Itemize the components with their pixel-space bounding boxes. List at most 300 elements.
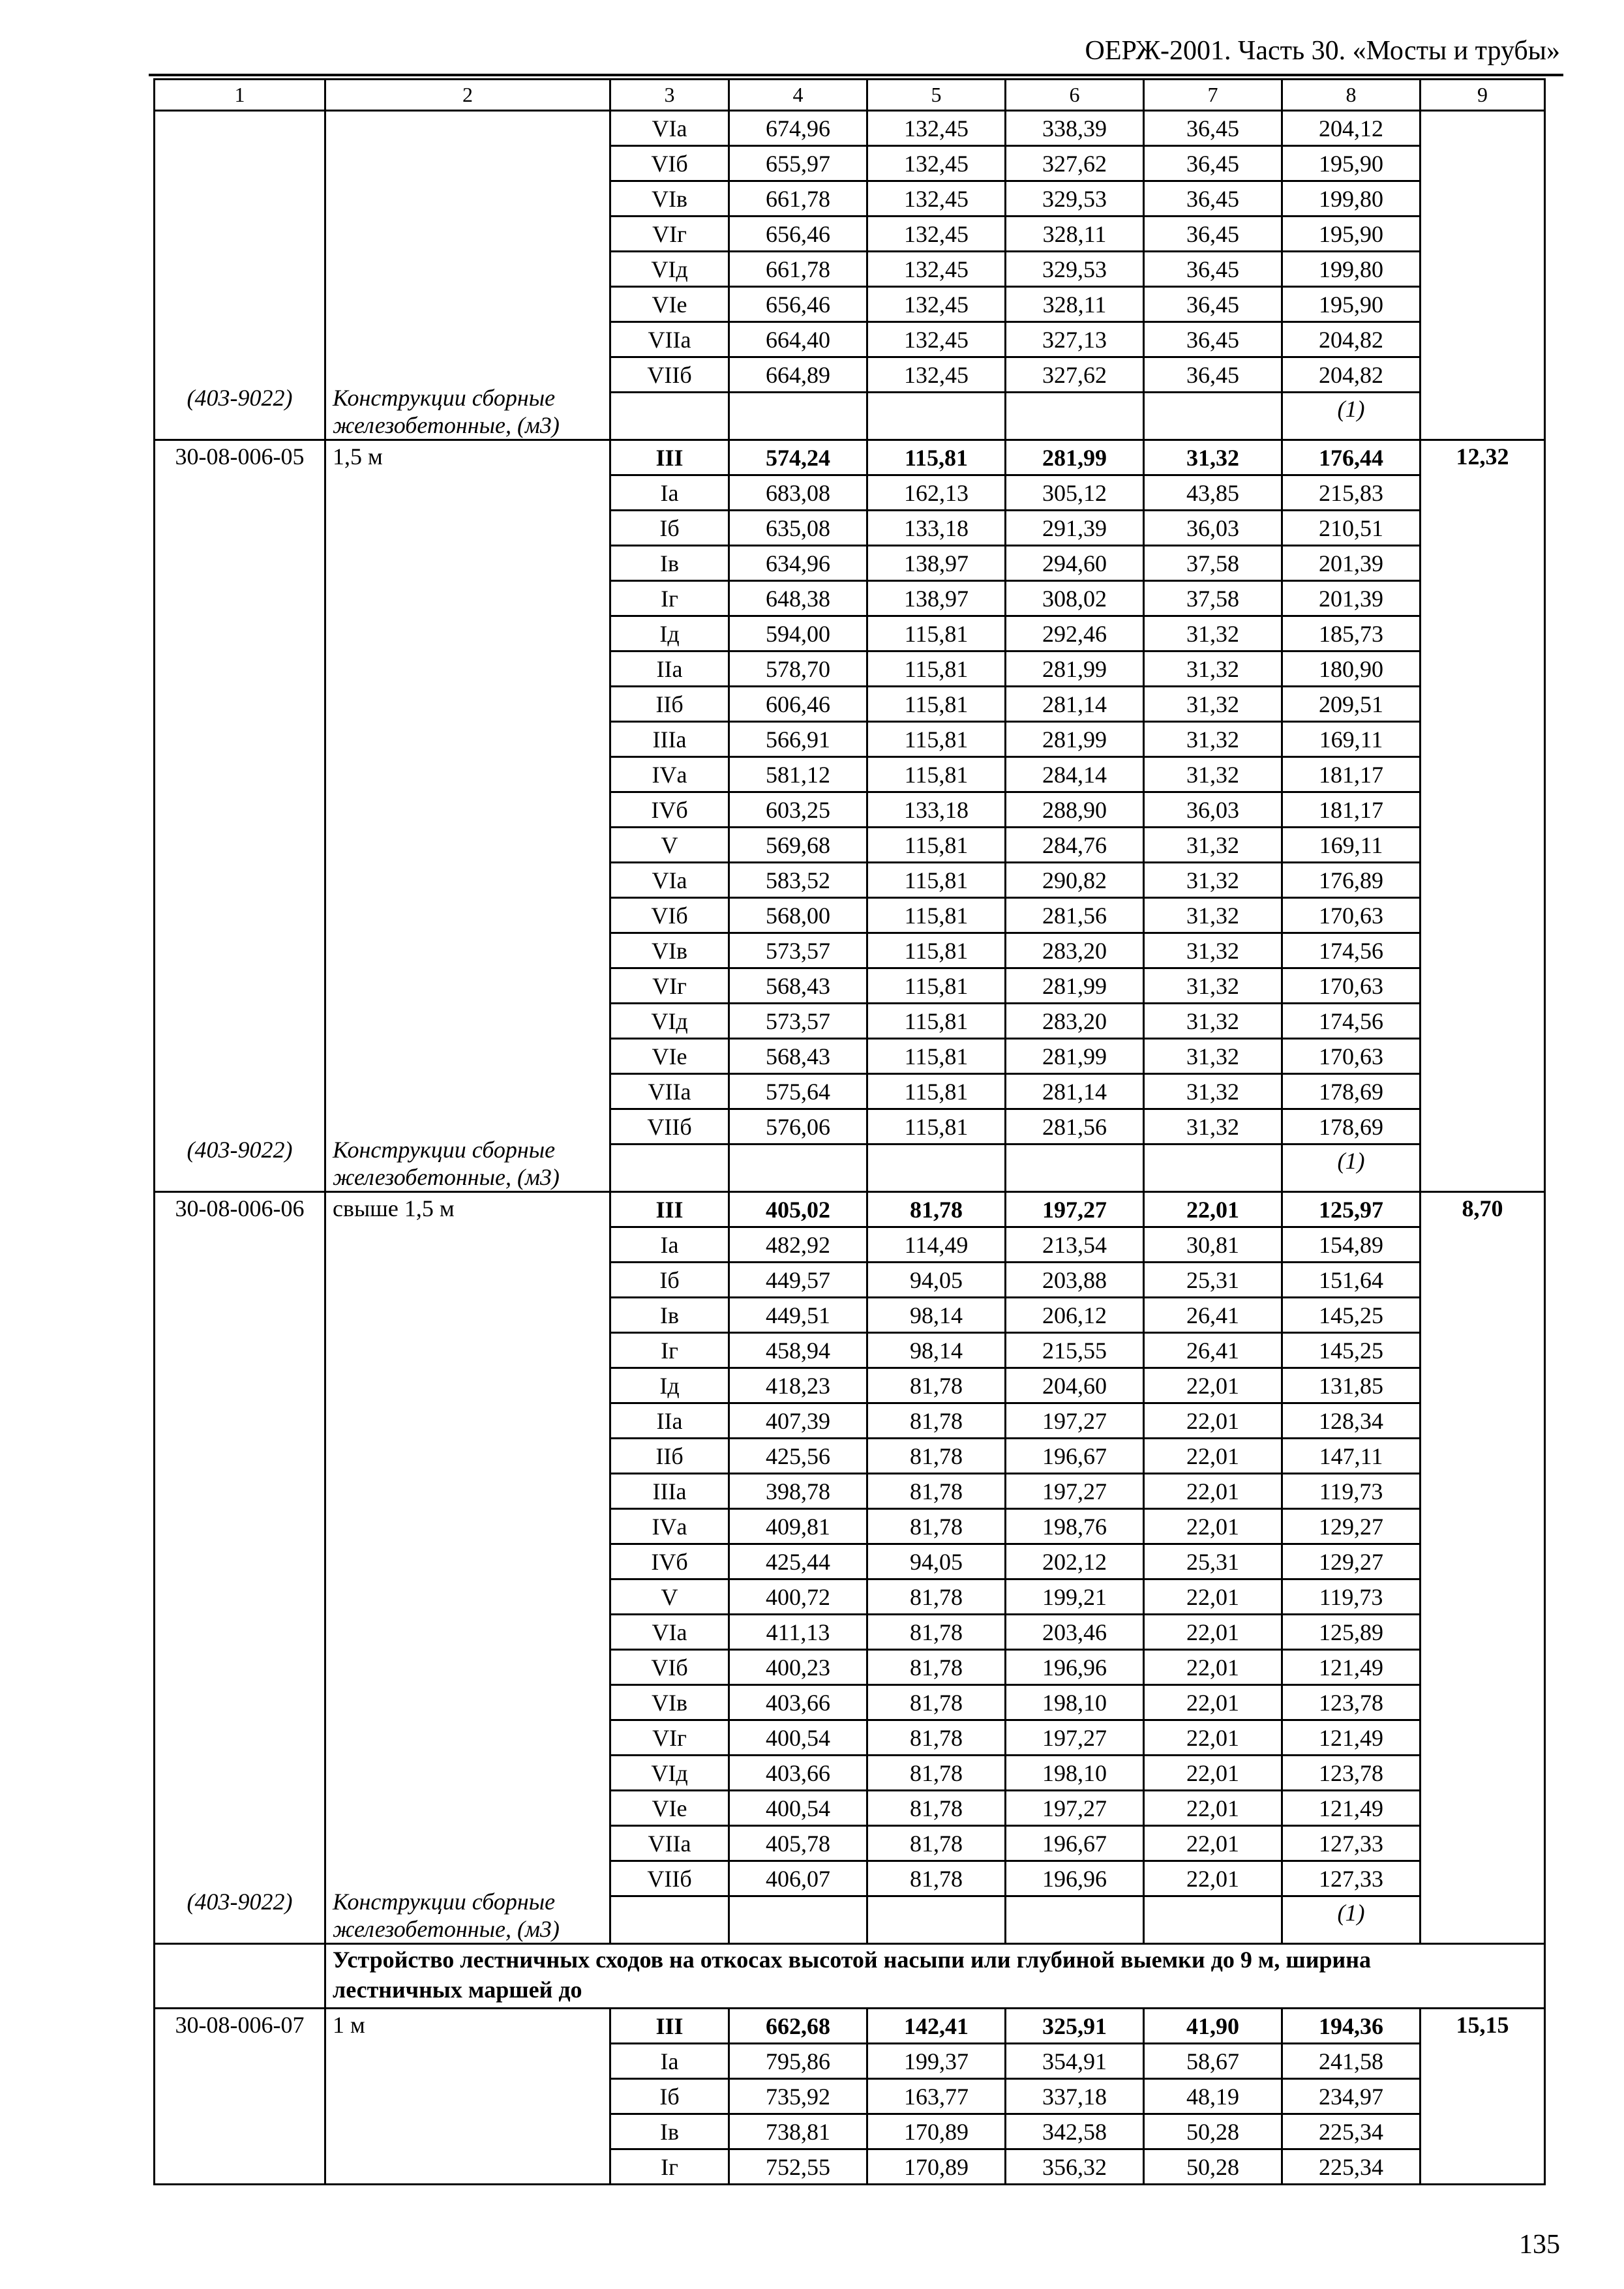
value-cell: 115,81 (867, 616, 1006, 651)
section-title-line: лестничных маршей до (333, 1977, 582, 2003)
zone-cell: IVа (610, 757, 729, 792)
section-row (155, 1944, 1545, 2009)
value-cell: 81,78 (867, 1756, 1006, 1791)
code-cell (155, 2009, 325, 2185)
value-cell: 36,45 (1144, 146, 1282, 181)
value-cell: 31,32 (1144, 722, 1282, 757)
value-cell: 132,45 (867, 111, 1006, 146)
value-cell: 283,20 (1006, 933, 1144, 968)
value-cell: 138,97 (867, 546, 1006, 581)
value-cell: 196,96 (1006, 1650, 1144, 1685)
value-cell: 98,14 (867, 1333, 1006, 1368)
value-cell: 634,96 (729, 546, 867, 581)
value-cell: 147,11 (1282, 1439, 1421, 1474)
value-cell: 22,01 (1144, 1403, 1282, 1439)
value-cell: 98,14 (867, 1298, 1006, 1333)
value-cell: 31,32 (1144, 1004, 1282, 1039)
value-cell: 115,81 (867, 1004, 1006, 1039)
value-cell: 662,68 (729, 2009, 867, 2044)
zone-cell: V (610, 1579, 729, 1615)
value-cell: 127,33 (1282, 1826, 1421, 1861)
zone-cell: V (610, 828, 729, 863)
value-cell: 199,80 (1282, 252, 1421, 287)
empty-cell (1006, 393, 1144, 440)
zone-cell: Iг (610, 1333, 729, 1368)
value-cell: 151,64 (1282, 1263, 1421, 1298)
rates-table (153, 78, 1546, 2185)
value-cell: 411,13 (729, 1615, 867, 1650)
value-cell: 41,90 (1144, 2009, 1282, 2044)
value-cell: 403,66 (729, 1756, 867, 1791)
value-cell: 283,20 (1006, 1004, 1144, 1039)
value-cell: 145,25 (1282, 1333, 1421, 1368)
value-cell: 294,60 (1006, 546, 1144, 581)
value-cell: 181,17 (1282, 757, 1421, 792)
value-cell: 574,24 (729, 440, 867, 475)
value-cell: 119,73 (1282, 1579, 1421, 1615)
value-cell: 576,06 (729, 1109, 867, 1144)
value-cell: 196,96 (1006, 1861, 1144, 1896)
zone-cell: VIа (610, 1615, 729, 1650)
value-cell: 114,49 (867, 1227, 1006, 1263)
value-cell: 400,72 (729, 1579, 867, 1615)
value-cell: 132,45 (867, 181, 1006, 217)
rate-name: свыше 1,5 м (333, 1195, 455, 1221)
value-cell: 738,81 (729, 2114, 867, 2149)
value-cell: 36,03 (1144, 511, 1282, 546)
value-cell: 202,12 (1006, 1544, 1144, 1579)
value-cell: 655,97 (729, 146, 867, 181)
value-cell: 115,81 (867, 757, 1006, 792)
section-title (325, 1944, 1545, 2009)
value-cell: 449,57 (729, 1263, 867, 1298)
value-cell: 31,32 (1144, 687, 1282, 722)
value-cell: 581,12 (729, 757, 867, 792)
value-cell: 209,51 (1282, 687, 1421, 722)
value-cell: 170,63 (1282, 968, 1421, 1004)
value-cell: 406,07 (729, 1861, 867, 1896)
value-cell: 185,73 (1282, 616, 1421, 651)
value-cell: 281,56 (1006, 1109, 1144, 1144)
value-cell: 22,01 (1144, 1579, 1282, 1615)
zone-cell: VIд (610, 252, 729, 287)
value-cell: 22,01 (1144, 1368, 1282, 1403)
value-cell: 425,44 (729, 1544, 867, 1579)
value-cell: 603,25 (729, 792, 867, 828)
value-cell: 196,67 (1006, 1826, 1144, 1861)
value-cell: 197,27 (1006, 1720, 1144, 1756)
value-cell: 284,76 (1006, 828, 1144, 863)
value-cell: 195,90 (1282, 217, 1421, 252)
value-cell: 198,10 (1006, 1756, 1144, 1791)
value-cell: 162,13 (867, 475, 1006, 511)
value-cell: 225,34 (1282, 2114, 1421, 2149)
empty-cell (610, 1144, 729, 1192)
value-cell: 115,81 (867, 651, 1006, 687)
code-cell (155, 111, 325, 440)
value-cell: 115,81 (867, 687, 1006, 722)
value-cell: 25,31 (1144, 1263, 1282, 1298)
value-cell: 36,03 (1144, 792, 1282, 828)
value-cell: 22,01 (1144, 1826, 1282, 1861)
zone-cell: VIг (610, 217, 729, 252)
column-header-7: 7 (1144, 80, 1282, 111)
zone-cell: IIа (610, 651, 729, 687)
value-cell: 154,89 (1282, 1227, 1421, 1263)
reference-text: железобетонные, (м3) (333, 1916, 560, 1942)
zone-cell: IIб (610, 1439, 729, 1474)
value-cell: 418,23 (729, 1368, 867, 1403)
value-cell: 31,32 (1144, 616, 1282, 651)
column-header-row (155, 80, 1545, 111)
zone-cell: VIе (610, 287, 729, 322)
value-cell: 661,78 (729, 181, 867, 217)
value-cell: 115,81 (867, 1074, 1006, 1109)
zone-cell: IVб (610, 1544, 729, 1579)
value-cell: 290,82 (1006, 863, 1144, 898)
value-cell: 180,90 (1282, 651, 1421, 687)
reference-text: Конструкции сборные (333, 1889, 556, 1915)
value-cell: 288,90 (1006, 792, 1144, 828)
zone-cell: Iв (610, 1298, 729, 1333)
zone-cell: VIб (610, 146, 729, 181)
value-cell: 174,56 (1282, 1004, 1421, 1039)
value-cell: 115,81 (867, 933, 1006, 968)
value-cell: 594,00 (729, 616, 867, 651)
value-cell: 449,51 (729, 1298, 867, 1333)
value-cell: 664,89 (729, 357, 867, 393)
value-cell: 281,99 (1006, 440, 1144, 475)
value-cell: 661,78 (729, 252, 867, 287)
value-cell: 398,78 (729, 1474, 867, 1509)
empty-cell (155, 1944, 325, 2009)
value-cell: 170,63 (1282, 898, 1421, 933)
empty-cell (610, 393, 729, 440)
value-cell: 409,81 (729, 1509, 867, 1544)
value-cell: 121,49 (1282, 1791, 1421, 1826)
value-cell: 121,49 (1282, 1720, 1421, 1756)
column-header-3: 3 (610, 80, 729, 111)
zone-cell: IIIа (610, 722, 729, 757)
value-cell: 405,02 (729, 1192, 867, 1227)
value-cell: 215,83 (1282, 475, 1421, 511)
value-cell: 36,45 (1144, 217, 1282, 252)
empty-cell (610, 1896, 729, 1944)
reference-code: (403-9022) (187, 385, 293, 411)
value-cell: 178,69 (1282, 1109, 1421, 1144)
value-cell: 606,46 (729, 687, 867, 722)
zone-cell: VIб (610, 1650, 729, 1685)
value-cell: 206,12 (1006, 1298, 1144, 1333)
value-cell: 176,89 (1282, 863, 1421, 898)
value-cell: 36,45 (1144, 287, 1282, 322)
empty-cell (1006, 1144, 1144, 1192)
value-cell: 327,13 (1006, 322, 1144, 357)
value-cell: 181,17 (1282, 792, 1421, 828)
empty-cell (867, 1144, 1006, 1192)
value-cell: 281,14 (1006, 1074, 1144, 1109)
value-cell: 36,45 (1144, 322, 1282, 357)
zone-cell: VIг (610, 1720, 729, 1756)
value-cell: 308,02 (1006, 581, 1144, 616)
value-cell: 199,80 (1282, 181, 1421, 217)
value-cell: 94,05 (867, 1544, 1006, 1579)
value-cell: 194,36 (1282, 2009, 1421, 2044)
value-cell: 31,32 (1144, 1109, 1282, 1144)
reference-text: Конструкции сборные (333, 385, 556, 411)
zone-cell: IIб (610, 687, 729, 722)
zone-cell: III (610, 1192, 729, 1227)
section-title-line: Устройство лестничных сходов на откосах высотой насыпи или глубиной выемки до 9 м, ширина (333, 1947, 1372, 1973)
value-cell: 656,46 (729, 287, 867, 322)
value-cell: 199,37 (867, 2044, 1006, 2079)
value-cell: 169,11 (1282, 828, 1421, 863)
empty-cell (729, 1144, 867, 1192)
value-cell: 215,55 (1006, 1333, 1144, 1368)
value-cell: 683,08 (729, 475, 867, 511)
value-cell: 327,62 (1006, 357, 1144, 393)
value-cell: 356,32 (1006, 2149, 1144, 2185)
value-cell: 281,56 (1006, 898, 1144, 933)
value-cell: 204,82 (1282, 357, 1421, 393)
value-cell: 81,78 (867, 1861, 1006, 1896)
value-cell: 81,78 (867, 1826, 1006, 1861)
zone-cell: VIд (610, 1756, 729, 1791)
value-cell: 281,99 (1006, 722, 1144, 757)
column-header-5: 5 (867, 80, 1006, 111)
value-cell: 204,60 (1006, 1368, 1144, 1403)
value-cell: 578,70 (729, 651, 867, 687)
value-cell: 174,56 (1282, 933, 1421, 968)
value-cell: 400,23 (729, 1650, 867, 1685)
col9-cell (1421, 111, 1545, 440)
empty-cell (1144, 1896, 1282, 1944)
value-cell: 573,57 (729, 933, 867, 968)
reference-note: (1) (1282, 1896, 1421, 1944)
zone-cell: Iд (610, 616, 729, 651)
value-cell: 795,86 (729, 2044, 867, 2079)
reference-note: (1) (1282, 393, 1421, 440)
zone-cell: Iг (610, 2149, 729, 2185)
zone-cell: Iа (610, 1227, 729, 1263)
value-cell: 81,78 (867, 1403, 1006, 1439)
name-cell (325, 440, 610, 1192)
header-rule (149, 74, 1563, 76)
value-cell: 22,01 (1144, 1720, 1282, 1756)
value-cell: 115,81 (867, 863, 1006, 898)
value-cell: 234,97 (1282, 2079, 1421, 2114)
rate-name: 1 м (333, 2012, 365, 2038)
zone-cell: Iа (610, 2044, 729, 2079)
page-number: 135 (1519, 2230, 1560, 2260)
value-cell: 94,05 (867, 1263, 1006, 1298)
value-cell: 129,27 (1282, 1509, 1421, 1544)
value-cell: 569,68 (729, 828, 867, 863)
value-cell: 123,78 (1282, 1685, 1421, 1720)
value-cell: 458,94 (729, 1333, 867, 1368)
value-cell: 25,31 (1144, 1544, 1282, 1579)
value-cell: 132,45 (867, 357, 1006, 393)
value-cell: 115,81 (867, 968, 1006, 1004)
col9-cell: 12,32 (1421, 440, 1545, 1192)
value-cell: 115,81 (867, 1109, 1006, 1144)
value-cell: 201,39 (1282, 546, 1421, 581)
value-cell: 121,49 (1282, 1650, 1421, 1685)
value-cell: 125,97 (1282, 1192, 1421, 1227)
value-cell: 195,90 (1282, 287, 1421, 322)
value-cell: 210,51 (1282, 511, 1421, 546)
empty-cell (729, 1896, 867, 1944)
value-cell: 129,27 (1282, 1544, 1421, 1579)
zone-cell: VIв (610, 181, 729, 217)
table-row (155, 440, 1545, 475)
col9-cell: 8,70 (1421, 1192, 1545, 1944)
value-cell: 204,82 (1282, 322, 1421, 357)
name-cell (325, 2009, 610, 2185)
value-cell: 123,78 (1282, 1756, 1421, 1791)
value-cell: 197,27 (1006, 1403, 1144, 1439)
value-cell: 169,11 (1282, 722, 1421, 757)
value-cell: 203,46 (1006, 1615, 1144, 1650)
reference-code: (403-9022) (187, 1137, 293, 1163)
value-cell: 119,73 (1282, 1474, 1421, 1509)
value-cell: 81,78 (867, 1439, 1006, 1474)
value-cell: 656,46 (729, 217, 867, 252)
value-cell: 337,18 (1006, 2079, 1144, 2114)
value-cell: 664,40 (729, 322, 867, 357)
value-cell: 22,01 (1144, 1756, 1282, 1791)
value-cell: 22,01 (1144, 1650, 1282, 1685)
value-cell: 176,44 (1282, 440, 1421, 475)
value-cell: 138,97 (867, 581, 1006, 616)
value-cell: 197,27 (1006, 1474, 1144, 1509)
value-cell: 132,45 (867, 252, 1006, 287)
table-row (155, 111, 1545, 146)
value-cell: 115,81 (867, 1039, 1006, 1074)
value-cell: 132,45 (867, 287, 1006, 322)
reference-code: (403-9022) (187, 1889, 293, 1915)
value-cell: 81,78 (867, 1474, 1006, 1509)
value-cell: 241,58 (1282, 2044, 1421, 2079)
value-cell: 328,11 (1006, 217, 1144, 252)
value-cell: 213,54 (1006, 1227, 1144, 1263)
value-cell: 327,62 (1006, 146, 1144, 181)
zone-cell: Iв (610, 546, 729, 581)
column-header-9: 9 (1421, 80, 1545, 111)
value-cell: 132,45 (867, 217, 1006, 252)
empty-cell (1006, 1896, 1144, 1944)
zone-cell: VIIб (610, 1861, 729, 1896)
column-header-8: 8 (1282, 80, 1421, 111)
table-row (155, 1192, 1545, 1227)
value-cell: 292,46 (1006, 616, 1144, 651)
zone-cell: Iб (610, 511, 729, 546)
value-cell: 31,32 (1144, 968, 1282, 1004)
value-cell: 281,99 (1006, 651, 1144, 687)
empty-cell (867, 393, 1006, 440)
value-cell: 400,54 (729, 1791, 867, 1826)
zone-cell: VIд (610, 1004, 729, 1039)
table-row (155, 2009, 1545, 2044)
name-cell (325, 111, 610, 440)
value-cell: 31,32 (1144, 1039, 1282, 1074)
value-cell: 115,81 (867, 898, 1006, 933)
zone-cell: Iб (610, 1263, 729, 1298)
value-cell: 735,92 (729, 2079, 867, 2114)
code-cell (155, 1192, 325, 1944)
value-cell: 81,78 (867, 1720, 1006, 1756)
value-cell: 125,89 (1282, 1615, 1421, 1650)
value-cell: 81,78 (867, 1650, 1006, 1685)
value-cell: 31,32 (1144, 933, 1282, 968)
value-cell: 43,85 (1144, 475, 1282, 511)
value-cell: 573,57 (729, 1004, 867, 1039)
name-cell (325, 1192, 610, 1944)
value-cell: 195,90 (1282, 146, 1421, 181)
zone-cell: IIIа (610, 1474, 729, 1509)
value-cell: 405,78 (729, 1826, 867, 1861)
value-cell: 178,69 (1282, 1074, 1421, 1109)
value-cell: 31,32 (1144, 1074, 1282, 1109)
column-header-6: 6 (1006, 80, 1144, 111)
value-cell: 329,53 (1006, 252, 1144, 287)
rate-code: 30-08-006-05 (175, 443, 305, 470)
zone-cell: VIг (610, 968, 729, 1004)
column-header-4: 4 (729, 80, 867, 111)
zone-cell: Iд (610, 1368, 729, 1403)
value-cell: 22,01 (1144, 1685, 1282, 1720)
empty-cell (1144, 1144, 1282, 1192)
column-header-2: 2 (325, 80, 610, 111)
column-header-1: 1 (155, 80, 325, 111)
value-cell: 81,78 (867, 1615, 1006, 1650)
empty-cell (729, 393, 867, 440)
zone-cell: VIв (610, 1685, 729, 1720)
zone-cell: VIв (610, 933, 729, 968)
value-cell: 31,32 (1144, 757, 1282, 792)
value-cell: 22,01 (1144, 1509, 1282, 1544)
value-cell: 198,76 (1006, 1509, 1144, 1544)
rate-code: 30-08-006-06 (175, 1195, 305, 1221)
value-cell: 170,89 (867, 2114, 1006, 2149)
zone-cell: III (610, 2009, 729, 2044)
zone-cell: IVа (610, 1509, 729, 1544)
value-cell: 575,64 (729, 1074, 867, 1109)
value-cell: 342,58 (1006, 2114, 1144, 2149)
value-cell: 196,67 (1006, 1439, 1144, 1474)
value-cell: 131,85 (1282, 1368, 1421, 1403)
value-cell: 30,81 (1144, 1227, 1282, 1263)
value-cell: 752,55 (729, 2149, 867, 2185)
value-cell: 81,78 (867, 1368, 1006, 1403)
value-cell: 22,01 (1144, 1791, 1282, 1826)
zone-cell: VIа (610, 111, 729, 146)
value-cell: 568,43 (729, 1039, 867, 1074)
value-cell: 198,10 (1006, 1685, 1144, 1720)
zone-cell: VIIб (610, 357, 729, 393)
value-cell: 31,32 (1144, 898, 1282, 933)
value-cell: 281,99 (1006, 968, 1144, 1004)
value-cell: 201,39 (1282, 581, 1421, 616)
value-cell: 58,67 (1144, 2044, 1282, 2079)
zone-cell: VIIб (610, 1109, 729, 1144)
zone-cell: Iб (610, 2079, 729, 2114)
value-cell: 400,54 (729, 1720, 867, 1756)
value-cell: 163,77 (867, 2079, 1006, 2114)
value-cell: 170,63 (1282, 1039, 1421, 1074)
zone-cell: IVб (610, 792, 729, 828)
value-cell: 37,58 (1144, 546, 1282, 581)
